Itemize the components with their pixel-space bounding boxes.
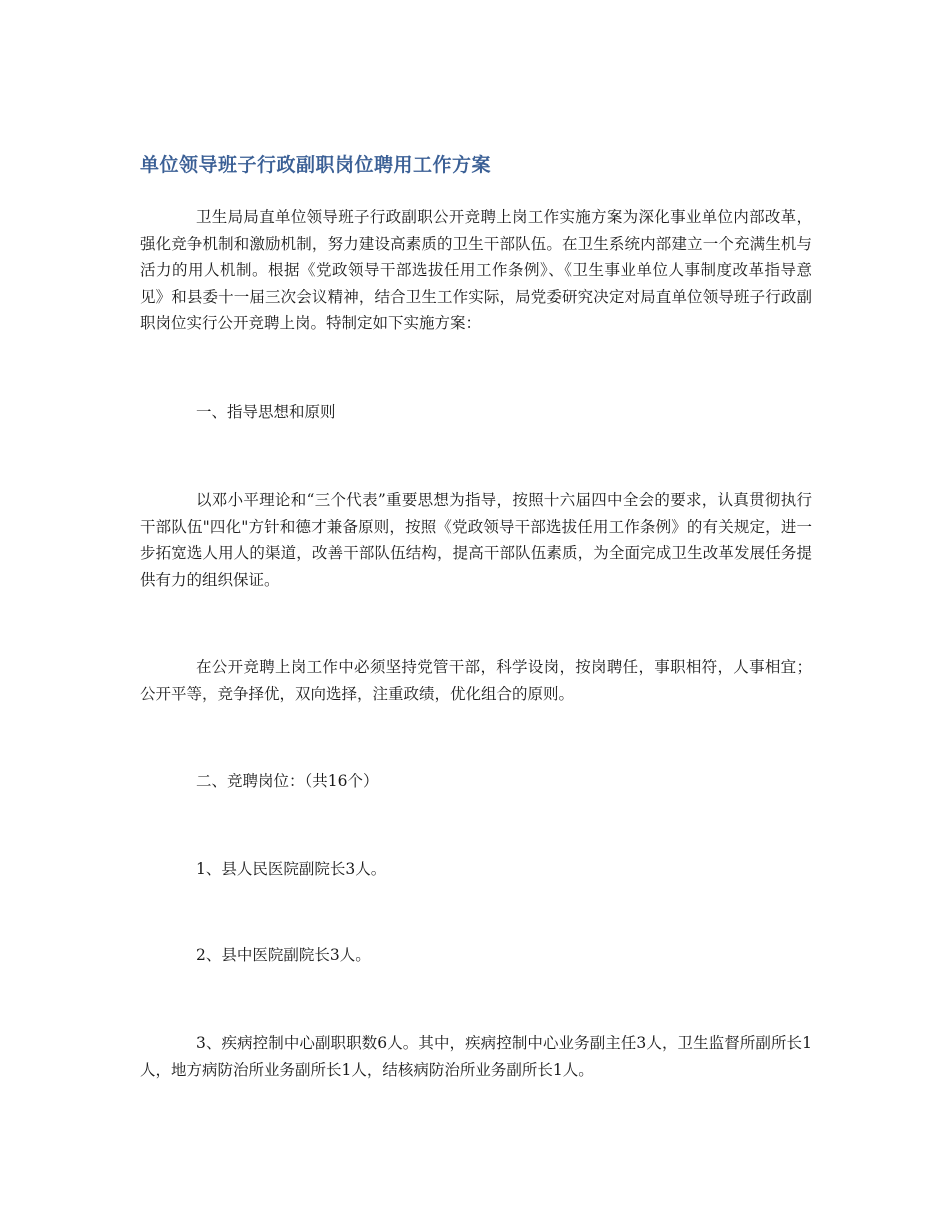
position-item-1: 1、县人民医院副院长3人。 xyxy=(196,860,387,878)
guiding-thought-paragraph: 以邓小平理论和“三个代表”重要思想为指导，按照十六届四中全会的要求，认真贯彻执行干部队伍"四化"方针和德才兼备原则，按照《党政领导干部选拔任用工作条例》的有关规定，进一步拓宽选人用人的渠道，改善干部队伍结构，提高干部队伍素质，为全面完成卫生改革发展任务提供有力的组织保证。 xyxy=(140,491,812,589)
section-heading-guiding-principles: 一、指导思想和原则 xyxy=(196,403,336,421)
position-item-3: 3、疾病控制中心副职职数6人。其中，疾病控制中心业务副主任3人，卫生监督所副所长1人，地方病防治所业务副所长1人，结核病防治所业务副所长1人。 xyxy=(140,1034,812,1079)
document-title: 单位领导班子行政副职岗位聘用工作方案 xyxy=(140,154,492,176)
intro-paragraph: 卫生局局直单位领导班子行政副职公开竞聘上岗工作实施方案为深化事业单位内部改革，强化竞争机制和激励机制，努力建设高素质的卫生干部队伍。在卫生系统内部建立一个充满生机与活力的用人机制。根据《党政领导干部选拔任用工作条例》、《卫生事业单位人事制度改革指导意见》和县委十一届三次会议精神，结合卫生工作实际，局党委研究决定对局直单位领导班子行政副职岗位实行公开竞聘上岗。特制定如下实施方案： xyxy=(140,208,812,332)
principles-paragraph: 在公开竞聘上岗工作中必须坚持党管干部，科学设岗，按岗聘任，事职相符，人事相宜；公开平等，竞争择优，双向选择，注重政绩，优化组合的原则。 xyxy=(140,658,812,703)
position-item-2: 2、县中医院副院长3人。 xyxy=(196,946,371,964)
section-heading-positions: 二、竞聘岗位：（共16个） xyxy=(196,772,379,790)
